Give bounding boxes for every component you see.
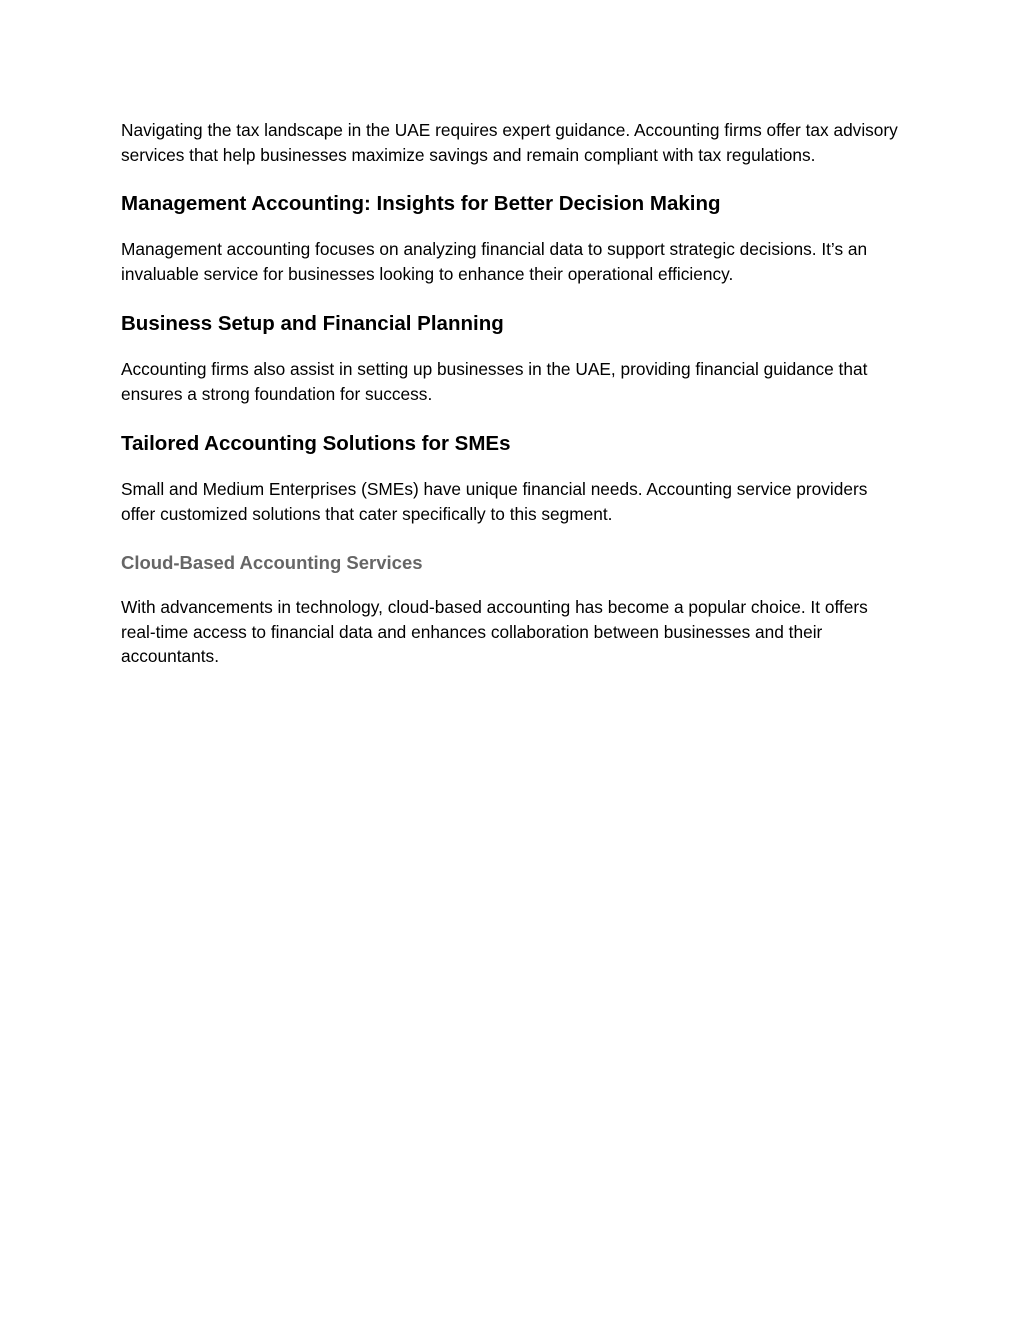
section-heading-smes: Tailored Accounting Solutions for SMEs: [121, 432, 511, 455]
document-page: [121, 118, 901, 669]
intro-paragraph: Navigating the tax landscape in the UAE requires expert guidance. Accounting firms offer tax advisory services that help businesses maximize savings and remain compliant with tax regulations.: [121, 120, 898, 165]
section-body-management-accounting: Management accounting focuses on analyzing financial data to support strategic decisions. It’s an invaluable service for businesses looking to enhance their operational efficiency.: [121, 239, 868, 284]
section-heading-management-accounting: Management Accounting: Insights for Better Decision Making: [121, 192, 721, 215]
section-body-business-setup: Accounting firms also assist in setting up businesses in the UAE, providing financial guidance that ensures a strong foundation for success.: [121, 359, 868, 404]
section-heading-cloud-accounting: Cloud-Based Accounting Services: [121, 552, 423, 573]
section-body-smes: Small and Medium Enterprises (SMEs) have unique financial needs. Accounting service providers offer customized solutions that cater specifically to this segment.: [121, 479, 868, 524]
section-body-cloud-accounting: With advancements in technology, cloud-based accounting has become a popular choice. It offers real-time access to financial data and enhances collaboration between businesses and their accountants.: [121, 597, 868, 666]
section-heading-business-setup: Business Setup and Financial Planning: [121, 312, 504, 335]
